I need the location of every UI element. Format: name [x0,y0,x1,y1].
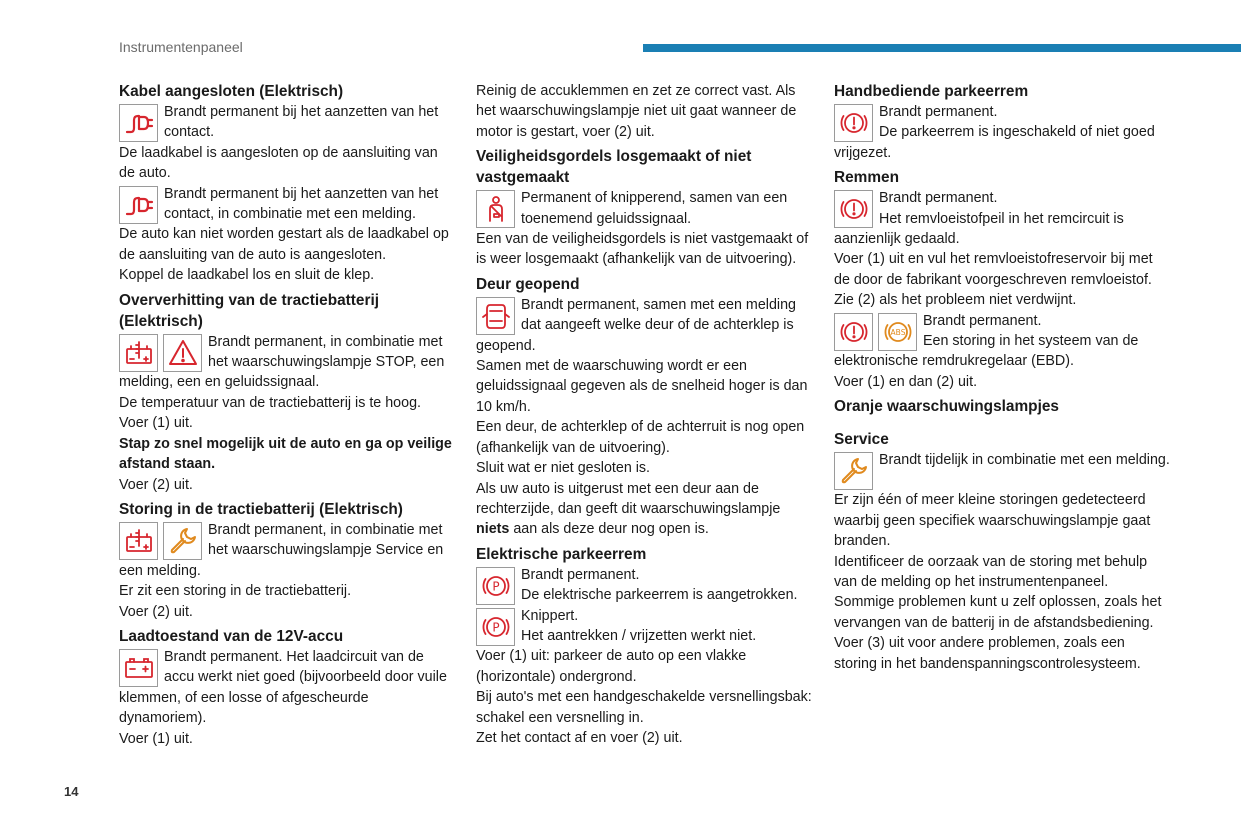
section-title-oververhitting: Oververhitting van de tractiebatterij (Elektrisch) [119,291,380,330]
abs-icon [878,313,917,351]
column-2: Reinig de accuklemmen en zet ze correct vast. Als het waarschuwingslampje niet uit gaat wanneer de motor is gestart, voer (2) uit. Veiligheidsgordels losgemaakt of niet vastgemaakt Permanent of knipperend, samen van een toenemend geluidssignaal. Een van de veiligheidsgordels is niet vastgemaakt of is weer losgemaakt (afhankelijk van de uitvoering). Deur geopend Brandt permanent, samen met een melding dat aangeeft welke deur of de achterklep is geopend. Samen met de waarschuwing wordt er een geluidssignaal gegeven als de snelheid hoger is dan 10 km/h. Een deur, de achterklep of de achterruit is nog open (afhankelijk van de uitvoering). Sluit wat er niet gesloten is. Als uw auto is uitgerust met een deur aan de rechterzijde, dan geeft dit waarschuwingslampje niets aan als deze deur nog open is. Elektrische parkeerrem P Brandt permanent. De elektrische parkeerrem is aangetrokken. P Knippert. Het aantrekken / vrijzetten werkt niet. Voer (1) uit: parkeer de auto op een vlakke (horizontale) ondergrond. Bij auto's met een handgeschakelde versnellingsbak: schakel een versnelling in. Zet het contact af en voer (2) uit. [476,83,812,746]
svg-text:P: P [491,579,500,594]
parking-brake-icon [476,608,515,646]
section-title-oranje: Oranje waarschuwingslampjes [834,398,1059,416]
lamp-row-service: Brandt tijdelijk in combinatie met een melding. [834,450,1170,490]
svg-text:ABS: ABS [890,327,905,337]
lamp-row-storing: Brandt permanent, in combinatie met het waarschuwingslampje Service en een melding. [119,521,444,579]
lamp-row-gordels: Permanent of knipperend, samen van een toenemend geluidssignaal. [476,188,812,229]
lamp-row-laadtoestand: Brandt permanent. Het laadcircuit van de accu werkt niet goed (bijvoorbeeld door vuile klemmen, of een losse of afgescheurde dynamoriem). [119,648,447,727]
charging-plug-icon [119,186,158,224]
wrench-icon [834,452,873,490]
door-open-icon [476,297,515,335]
column-3: Handbediende parkeerrem Brandt permanent. De parkeerrem is ingeschakeld of niet goed vrijgezet. Remmen Brandt permanent. Het remvloeistofpeil in het remcircuit is aanzienlijk gedaald. Voer (1) uit en vul het remvloeistofreservoir bij met de door de fabrikant voorgeschreven remvloeistof. Zie (2) als het probleem niet verdwijnt. ABS Brandt permanent. Een storing in het systeem van de elektronische remdrukregelaar (EBD). Voer (1) en dan (2) uit. Oranje waarschuwingslampjes Service Brandt tijdelijk in combinatie met een melding. Er zijn één of meer kleine storingen gedetecteerd waarbij geen specifiek waarschuwingslampje gaat branden. Identificeer de oorzaak van de storing met behulp van de melding op het instrumentenpaneel. Sommige problemen kunt u zelf oplossen, zoals het vervangen van de batterij in de afstandsbediening. Voer (3) uit voor andere problemen, zoals een storing in het bandenspanningscontrolesysteem. [834,83,1170,672]
wrench-icon [163,522,202,560]
battery-temperature-icon [119,522,158,560]
svg-text:P: P [491,620,500,635]
section-title-kabel: Kabel aangesloten (Elektrisch) [119,83,344,100]
lamp-row-remmen-2: ABS Brandt permanent. Een storing in het systeem van de elektronische remdrukregelaar (EBD). [834,312,1139,370]
lamp-row-kabel-2: Brandt permanent bij het aanzetten van het contact, in combinatie met een melding. [119,184,455,225]
header-accent-bar [643,44,1241,52]
charging-plug-icon [119,104,158,142]
lamp-row-kabel-1: Brandt permanent bij het aanzetten van het contact. [119,102,455,143]
section-title-remmen: Remmen [834,169,900,187]
lamp-row-parkeerrem-2: P Knippert. Het aantrekken / vrijzetten werkt niet. [476,606,812,647]
column-1: Kabel aangesloten (Elektrisch) Brandt permanent bij het aanzetten van het contact. De laadkabel is aangesloten op de aansluiting van de auto. Brandt permanent bij het aanzetten van het contact, in combinatie met een melding. De auto kan niet worden gestart als de laadkabel op de aansluiting van de auto is aangesloten. Koppel de laadkabel los en sluit de klep. Oververhitting van de tractiebatterij (Elektrisch) Brandt permanent, in combinatie met het waarschuwingslampje STOP, een melding, een en geluidssignaal. De temperatuur van de tractiebatterij is te hoog. Voer (1) uit. Stap zo snel mogelijk uit de auto en ga op veilige afstand staan. Voer (2) uit. Storing in de tractiebatterij (Elektrisch) Brandt permanent, in combinatie met het waarschuwingslampje Service en een melding. Er zit een storing in de tractiebatterij. Voer (2) uit. Laadtoestand van de 12V-accu Brandt permanent. Het laadcircuit van de accu werkt niet goed (bijvoorbeeld door vuile klemmen, of een losse of afgescheurde dynamoriem). Voer (1) uit. [119,81,455,749]
section-title-deur: Deur geopend [476,275,580,293]
lamp-row-handrem: Brandt permanent. De parkeerrem is ingeschakeld of niet goed vrijgezet. [834,104,1155,161]
seatbelt-icon [476,190,515,228]
warning-triangle-icon [163,334,202,372]
section-title-parkeerrem: Elektrische parkeerrem [476,545,647,563]
lamp-row-oververhitting: Brandt permanent, in combinatie met het waarschuwingslampje STOP, een melding, een en geluidssignaal. [119,333,445,391]
battery-temperature-icon [119,334,158,372]
brake-warning-icon [834,104,873,142]
brake-warning-icon [834,190,873,228]
header-title: Instrumentenpaneel [119,39,243,55]
lamp-row-deur: Brandt permanent, samen met een melding dat aangeeft welke deur of de achterklep is geopend. [476,296,796,354]
lamp-row-remmen-1: Brandt permanent. Het remvloeistofpeil in het remcircuit is aanzienlijk gedaald. [834,190,1124,248]
section-title-service: Service [834,431,889,449]
section-title-gordels: Veiligheidsgordels losgemaakt of niet vastgemaakt [476,148,752,187]
section-title-handrem: Handbediende parkeerrem [834,83,1029,100]
safety-warning: Stap zo snel mogelijk uit de auto en ga op veilige afstand staan. [119,435,452,473]
parking-brake-icon [476,567,515,605]
lamp-row-parkeerrem-1: P Brandt permanent. De elektrische parkeerrem is aangetrokken. [476,565,812,606]
battery-icon [119,649,158,687]
brake-warning-icon [834,313,873,351]
section-title-laadtoestand: Laadtoestand van de 12V-accu [119,627,344,645]
page-number: 14 [64,784,79,799]
section-title-storing: Storing in de tractiebatterij (Elektrisch) [119,500,403,518]
